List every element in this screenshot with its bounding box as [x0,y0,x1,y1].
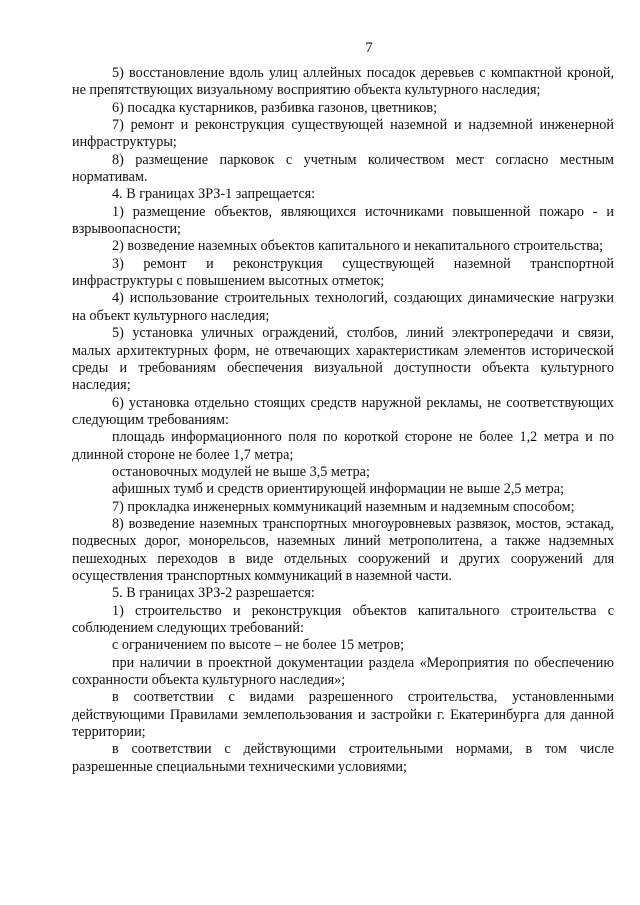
paragraph: 5) восстановление вдоль улиц аллейных посадок деревьев с компактной кроной, не препятствующих визуальному восприятию объекта культурного наследия; [72,65,614,99]
paragraph: 6) установка отдельно стоящих средств наружной рекламы, не соответствующих следующим требованиям: [72,394,614,428]
paragraph: 7) ремонт и реконструкция существующей наземной и надземной инженерной инфраструктуры; [72,117,614,151]
paragraph: при наличии в проектной документации раздела «Мероприятия по обеспечению сохранности объекта культурного наследия»; [72,654,614,689]
paragraph: 1) размещение объектов, являющихся источниками повышенной пожаро - и взрывоопасности; [72,203,614,238]
paragraph: 6) посадка кустарников, разбивка газонов, цветников; [112,99,438,116]
paragraph: остановочных модулей не выше 3,5 метра; [112,463,370,480]
page-number: 7 [365,40,373,56]
paragraph: 4) использование строительных технологий, создающих динамические нагрузки на объект культурного наследия; [72,290,614,324]
paragraph: 8) размещение парковок с учетным количеством мест согласно местным нормативам. [72,151,614,186]
paragraph: 7) прокладка инженерных коммуникаций наземным и надземным способом; [112,498,575,515]
paragraph: 3) ремонт и реконструкция существующей наземной транспортной инфраструктуры с повышением высотных отметок; [72,255,614,290]
paragraph: площадь информационного поля по короткой стороне не более 1,2 метра и по длинной стороне не более 1,7 метра; [72,429,614,463]
document-body [72,65,614,776]
section-heading: 4. В границах ЗРЗ-1 запрещается: [112,186,316,203]
paragraph: 8) возведение наземных транспортных многоуровневых развязок, мостов, эстакад, подвесных дорог, монорельсов, наземных линий метрополитена, а также надземных пешеходных переходов в виде отдельных сооружений и других сооружений для осуществления транспортных коммуникаций в наземной части. [72,515,614,584]
paragraph: в соответствии с действующими строительными нормами, в том числе разрешенные специальными техническими условиями; [72,741,614,775]
paragraph: с ограничением по высоте – не более 15 метров; [112,637,405,654]
paragraph: в соответствии с видами разрешенного строительства, установленными действующими Правилами землепользования и застройки г. Екатеринбурга для данной территории; [72,689,614,741]
section-heading: 5. В границах ЗРЗ-2 разрешается: [112,585,315,602]
paragraph: 1) строительство и реконструкция объектов капитального строительства с соблюдением следующих требований: [72,602,614,636]
paragraph: афишных тумб и средств ориентирующей информации не выше 2,5 метра; [112,481,565,498]
paragraph: 5) установка уличных ограждений, столбов, линий электропередачи и связи, малых архитектурных форм, не отвечающих характеристикам элементов исторической среды и требованиям обеспечения визуальной доступности объекта культурного наследия; [72,325,614,394]
paragraph: 2) возведение наземных объектов капитального и некапитального строительства; [112,238,604,255]
